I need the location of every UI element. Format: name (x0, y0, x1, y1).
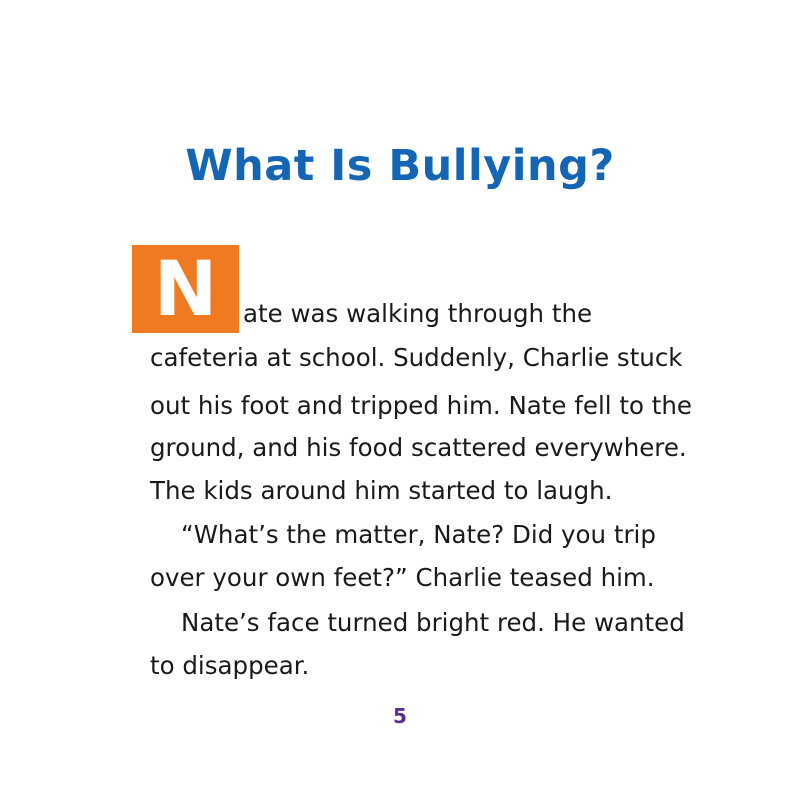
text-line: out his foot and tripped him. Nate fell to the (150, 391, 692, 420)
text-line: over your own feet?” Charlie teased him. (150, 563, 655, 592)
text-line: to disappear. (150, 651, 310, 680)
text-line: cafeteria at school. Suddenly, Charlie stuck (150, 343, 683, 372)
text-line: Nate’s face turned bright red. He wanted (181, 608, 685, 637)
text-line: ate was walking through the (243, 299, 593, 328)
text-line: The kids around him started to laugh. (150, 476, 613, 505)
text-line: “What’s the matter, Nate? Did you trip (181, 520, 656, 549)
drop-cap: N (132, 245, 239, 333)
page-number: 5 (393, 704, 407, 728)
text-line: ground, and his food scattered everywhere. (150, 433, 687, 462)
page-title: What Is Bullying? (185, 141, 615, 191)
